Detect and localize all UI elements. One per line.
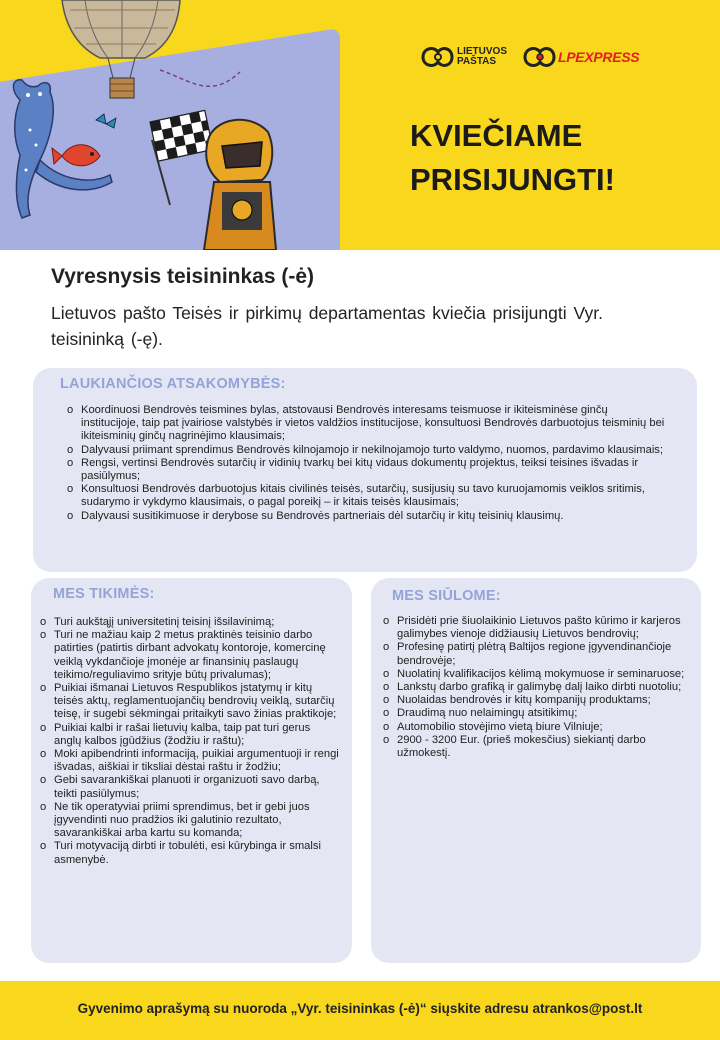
list-item [383, 707, 688, 720]
list-item [383, 615, 688, 641]
post-horn-icon [420, 44, 454, 70]
lpexpress-wordmark: LPEXPRESS [558, 49, 640, 65]
list-item-text: Draudimą nuo nelaimingų atsitikimų; [397, 707, 578, 720]
list-item [40, 748, 340, 774]
list-item [383, 694, 688, 707]
list-item-text: Rengsi, vertinsi Bendrovės sutarčių ir vidinių tvarkų bei kitų vidaus dokumentų projektus, teiksi teisines išvadas ir pasiūlymus; [81, 456, 639, 483]
list-item-text: Turi aukštąjį universitetinį teisinį išsilavinimą; [54, 616, 275, 628]
bullet-marker: o [40, 774, 47, 787]
bullet-marker: o [383, 694, 390, 707]
list-item-text: Puikiai išmanai Lietuvos Respublikos įstatymų ir kitų teisės aktų, reglamentuojančių bendrovių veiklą, sutarčių teisę, ir sugebi sėkmingai pritaikyti savo žinias praktikoje; [54, 682, 337, 721]
lpexpress-logo [522, 44, 639, 70]
list-item-text: Konsultuosi Bendrovės darbuotojus kitais civilinės teisės, sutarčių, susijusių su tavo kuruojamomis veiklos sritimis, sudarymo ir vykdymo klausimais, o pagal poreikį – ir kitais teisės klausimais; [81, 483, 645, 509]
list-item [67, 483, 667, 509]
list-item-text: Turi motyvaciją dirbti ir tobulėti, esi kūrybinga ir smalsi asmenybė. [54, 840, 321, 866]
bullet-marker: o [383, 615, 390, 627]
list-item [383, 668, 688, 681]
expectations-list [40, 616, 340, 867]
bullet-marker: o [67, 456, 74, 469]
bullet-marker: o [40, 616, 47, 628]
expectations-heading: MES TIKIMĖS: [53, 586, 155, 602]
lietuvos-pastas-logo [420, 44, 507, 70]
post-horn-icon [522, 44, 556, 70]
list-item-text: Dalyvausi susitikimuose ir derybose su Bendrovės partneriais dėl sutarčių ir kitų teisinių klausimų. [81, 509, 564, 522]
list-item-text: Nuolatinį kvalifikacijos kėlimą mokymuose ir seminaruose; [397, 667, 685, 680]
list-item-text: Gebi savarankiškai planuoti ir organizuoti savo darbą, teikti pasiūlymus; [54, 774, 320, 800]
bullet-marker: o [383, 681, 390, 694]
intro-paragraph: Lietuvos pašto Teisės ir pirkimų departamentas kviečia prisijungti Vyr. teisininką (-ę). [51, 303, 603, 349]
bullet-marker: o [40, 748, 47, 761]
bullet-marker: o [40, 800, 47, 813]
footer-banner [0, 981, 720, 1040]
list-item [40, 682, 340, 722]
list-item [40, 840, 340, 866]
bullet-marker: o [383, 667, 390, 680]
logo-line2: PAŠTAS [457, 56, 497, 67]
hero-heading [410, 114, 690, 202]
bullet-marker: o [383, 707, 390, 720]
bullet-marker: o [40, 721, 47, 734]
application-instructions: Gyvenimo aprašymą su nuoroda „Vyr. teisininkas (-ė)“ siųskite adresu atrankos@post.lt [77, 1001, 643, 1016]
list-item [40, 616, 340, 629]
bullet-marker: o [67, 443, 74, 456]
kite-tail [160, 70, 240, 86]
fish-illustration [52, 145, 100, 166]
bullet-marker: o [40, 629, 47, 642]
list-item-text: Automobilio stovėjimo vietą biure Vilniuje; [397, 720, 603, 733]
list-item-text: Ne tik operatyviai priimi sprendimus, bet ir gebi juos įgyvendinti nuo pradžios iki galutinio rezultato, savarankiškai arba kartu su komanda; [54, 800, 310, 840]
list-item [40, 722, 340, 748]
bullet-marker: o [67, 404, 74, 416]
list-item [383, 641, 688, 667]
list-item-text: 2900 - 3200 Eur. (prieš mokesčius) siekiantį darbo užmokestį. [397, 733, 646, 760]
expectations-card [31, 578, 352, 963]
list-item [40, 774, 340, 800]
list-item [40, 801, 340, 841]
bullet-marker: o [40, 682, 47, 695]
bullet-marker: o [67, 483, 74, 496]
hero-illustration [0, 0, 360, 250]
list-item-text: Nuolaidas bendrovės ir kitų kompanijų produktams; [397, 694, 651, 707]
list-item-text: Profesinę patirtį plėtrą Baltijos regione įgyvendinančioje bendrovėje; [397, 641, 672, 667]
checkered-flag-illustration [150, 110, 213, 205]
bullet-marker: o [40, 840, 47, 853]
list-item-text: Puikiai kalbi ir rašai lietuvių kalba, taip pat turi gerus anglų kalbos įgūdžius (žodžiu ir raštu); [54, 721, 311, 747]
list-item [67, 444, 667, 457]
list-item [67, 404, 667, 444]
list-item [67, 510, 667, 523]
bullet-marker: o [67, 509, 74, 522]
list-item-text: Prisidėti prie šiuolaikinio Lietuvos pašto kūrimo ir karjeros galimybes vienoje didžiausių Lietuvos bendrovių; [397, 615, 681, 641]
cat-illustration [13, 80, 112, 218]
list-item-text: Dalyvausi priimant sprendimus Bendrovės kilnojamojo ir nekilnojamojo turto valdymo, nuomos, pardavimo klausimais; [81, 443, 664, 456]
job-title: Vyresnysis teisininkas (-ė) [51, 265, 315, 288]
bullet-marker: o [383, 720, 390, 733]
helmet-rider-illustration [204, 120, 276, 250]
responsibilities-list [67, 404, 667, 523]
responsibilities-heading: LAUKIANČIOS ATSAKOMYBĖS: [60, 376, 286, 392]
list-item-text: Koordinuosi Bendrovės teismines bylas, atstovausi Bendrovės interesams teismuose ir ikiteisminėse ginčų institucijoje, taip pat įvairiose valstybės ir vietos valdžios institucijose, konsultuosi Bendrovės darbuotojus teisminių bei ikiteisminių ginčų nagrinėjimo klausimais; [81, 404, 665, 443]
hero-heading-line1: KVIEČIAME [410, 118, 583, 153]
list-item-text: Turi ne mažiau kaip 2 metus praktinės teisinio darbo patirties (patirtis dirbant advokatų kontoroje, komercinę veiklą vykdančioje įmonėje ar finansinių paslaugų teikimo/reguliavimo srityje būtų privalumas); [54, 629, 326, 681]
logo-line1: LIETUVOS [457, 46, 508, 57]
list-item-text: Lankstų darbo grafiką ir galimybę dalį laiko dirbti nuotoliu; [397, 681, 682, 694]
list-item [383, 734, 688, 760]
hero-banner [0, 0, 720, 250]
balloon-illustration [62, 0, 180, 98]
offers-card [371, 578, 701, 963]
butterfly-illustration [96, 114, 116, 128]
list-item [383, 721, 688, 734]
bullet-marker: o [383, 641, 390, 654]
offers-heading: MES SIŪLOME: [392, 588, 501, 604]
list-item [383, 681, 688, 694]
bullet-marker: o [383, 733, 390, 746]
list-item-text: Moki apibendrinti informaciją, puikiai argumentuoji ir rengi išvadas, aiškiai ir tiksliai dėstai raštu ir žodžiu; [54, 748, 339, 774]
list-item [67, 457, 667, 483]
list-item [40, 629, 340, 682]
responsibilities-card [33, 368, 697, 572]
offers-list [383, 615, 688, 760]
hero-heading-line2: PRISIJUNGTI! [410, 162, 615, 197]
